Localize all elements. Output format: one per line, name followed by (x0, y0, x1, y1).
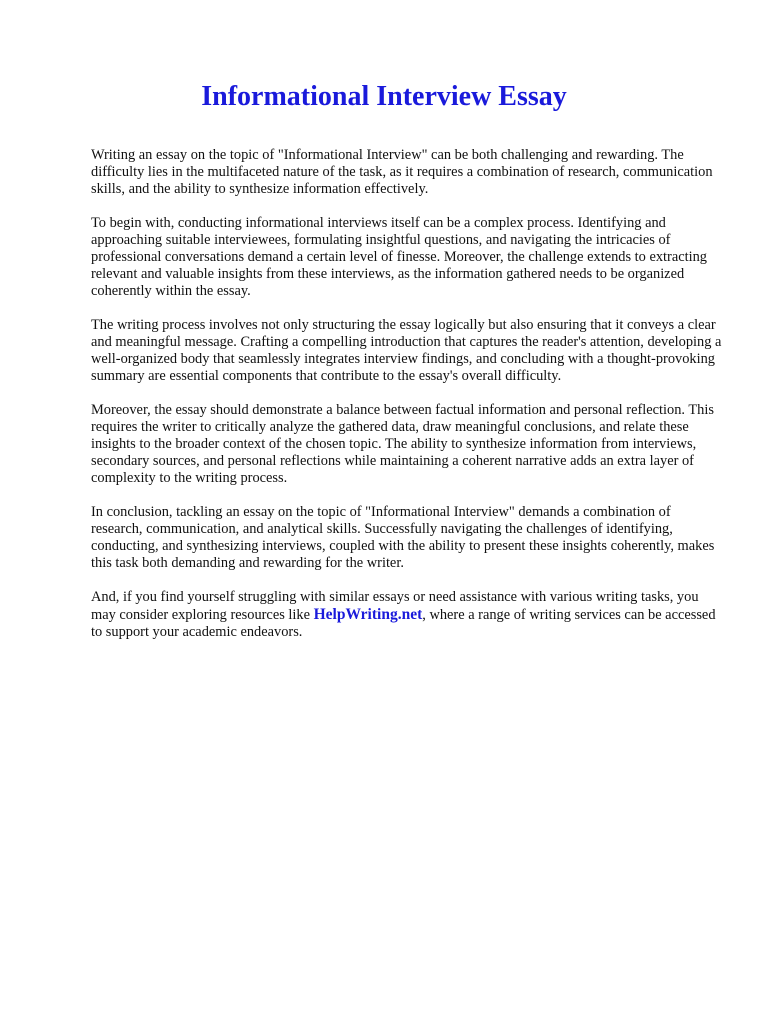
helpwriting-link[interactable]: HelpWriting.net (313, 606, 423, 623)
paragraph-5: In conclusion, tackling an essay on the topic of "Informational Interview" demands a combination of research, communication, and analytical skills. Successfully navigating the challenges of identifying, conducting, and synthesizing interviews, coupled with the ability to present these insights coherently, makes this task both demanding and rewarding for the writer. (91, 504, 715, 571)
page-title: Informational Interview Essay (201, 81, 567, 112)
paragraph-6-text-after-link: , where a range of writing services can be accessed to support your academic endeavors. (91, 607, 716, 640)
paragraph-6 (91, 589, 723, 641)
paragraph-1: Writing an essay on the topic of "Informational Interview" can be both challenging and rewarding. The difficulty lies in the multifaceted nature of the task, as it requires a combination of research, communication skills, and the ability to synthesize information effectively. (91, 147, 713, 197)
paragraph-2: To begin with, conducting informational interviews itself can be a complex process. Identifying and approaching suitable interviewees, formulating insightful questions, and navigating the intricacies of professional conversations demand a certain level of finesse. Moreover, the challenge extends to extracting relevant and valuable insights from these interviews, as the information gathered needs to be organized coherently within the essay. (91, 215, 707, 299)
essay-body (91, 147, 723, 658)
paragraph-4: Moreover, the essay should demonstrate a balance between factual information and personal reflection. This requires the writer to critically analyze the gathered data, draw meaningful conclusions, and relate these insights to the broader context of the chosen topic. The ability to synthesize information from interviews, secondary sources, and personal reflections while maintaining a coherent narrative adds an extra layer of complexity to the writing process. (91, 402, 714, 486)
paragraph-3: The writing process involves not only structuring the essay logically but also ensuring that it conveys a clear and meaningful message. Crafting a compelling introduction that captures the reader's attention, developing a well-organized body that seamlessly integrates interview findings, and concluding with a thought-provoking summary are essential components that contribute to the essay's overall difficulty. (91, 317, 722, 384)
paragraph-6-text-before-link: And, if you find yourself struggling with similar essays or need assistance with various writing tasks, you may consider exploring resources like (91, 589, 699, 623)
